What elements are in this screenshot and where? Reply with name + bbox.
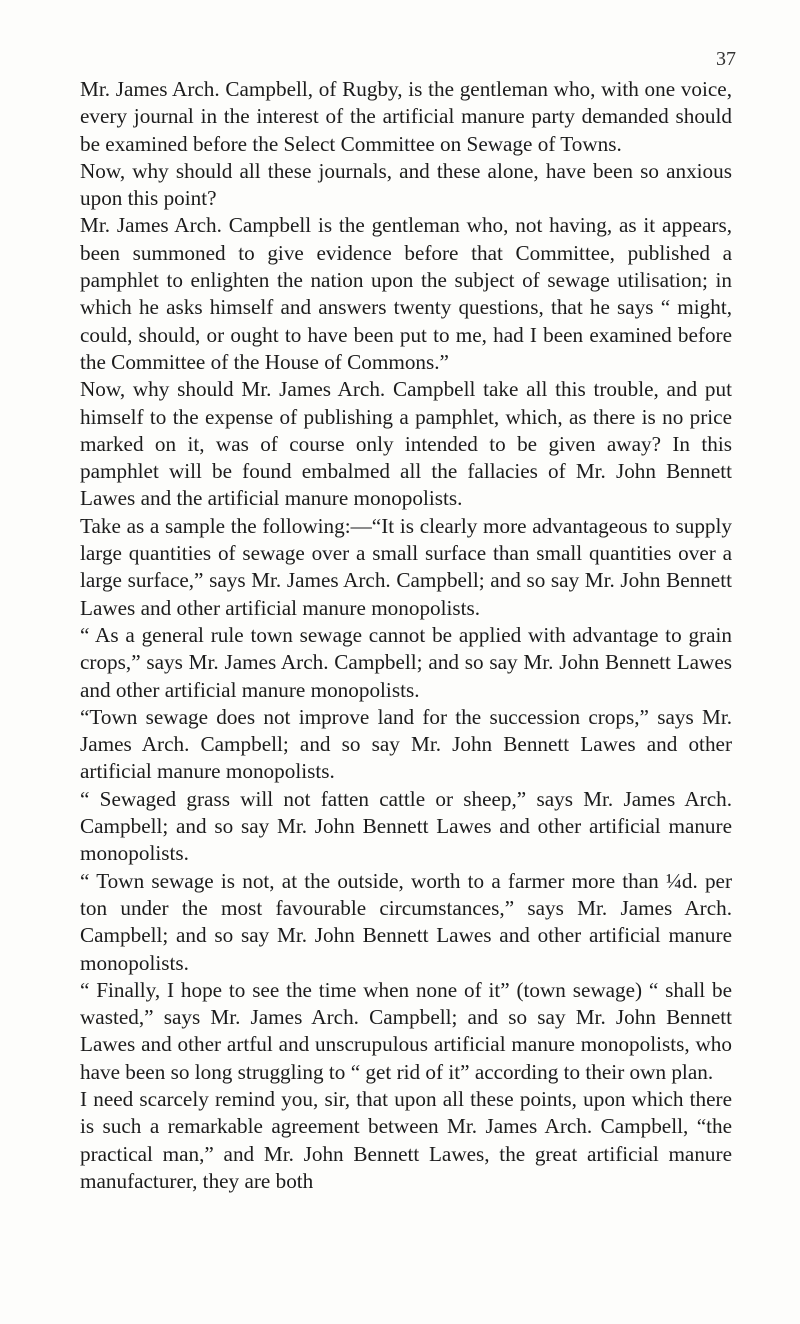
body-text	[80, 76, 732, 1195]
paragraph-6: “ As a general rule town sewage cannot be applied with advantage to grain crops,” says Mr. James Arch. Campbell; and so say Mr. John Bennett Lawes and other artificial manure monopolists.	[80, 622, 732, 702]
paragraph-9: “ Town sewage is not, at the outside, worth to a farmer more than ¼d. per ton under the most favourable circumstances,” says Mr. James Arch. Campbell; and so say Mr. John Bennett Lawes and other artificial manure monopolists.	[80, 868, 732, 975]
paragraph-11: I need scarcely remind you, sir, that upon all these points, upon which there is such a remarkable agreement between Mr. James Arch. Campbell, “the practical man,” and Mr. John Bennett Lawes, the great artificial manure manufacturer, they are both	[80, 1086, 732, 1193]
paragraph-3: Mr. James Arch. Campbell is the gentleman who, not having, as it appears, been summoned to give evidence before that Committee, published a pamphlet to enlighten the nation upon the subject of sewage utilisation; in which he asks himself and answers twenty questions, that he says “ might, could, should, or ought to have been put to me, had I been examined before the Committee of the House of Commons.”	[80, 213, 732, 374]
paragraph-5: Take as a sample the following:—“It is clearly more advantageous to supply large quantities of sewage over a small surface than small quantities over a large surface,” says Mr. James Arch. Campbell; and so say Mr. John Bennett Lawes and other artificial manure monopolists.	[80, 513, 732, 620]
paragraph-4: Now, why should Mr. James Arch. Campbell take all this trouble, and put himself to the expense of publishing a pamphlet, which, as there is no price marked on it, was of course only intended to be given away? In this pamphlet will be found embalmed all the fallacies of Mr. John Bennett Lawes and the artificial manure monopolists.	[80, 377, 732, 511]
paragraph-2: Now, why should all these journals, and these alone, have been so anxious upon this point?	[80, 158, 732, 211]
paragraph-1: Mr. James Arch. Campbell, of Rugby, is the gentleman who, with one voice, every journal in the interest of the artificial manure party demanded should be examined before the Select Committee on Sewage of Towns.	[80, 77, 732, 156]
page-number: 37	[716, 48, 736, 70]
paragraph-8: “ Sewaged grass will not fatten cattle or sheep,” says Mr. James Arch. Campbell; and so say Mr. John Bennett Lawes and other artificial manure monopolists.	[80, 786, 732, 866]
paragraph-7: “Town sewage does not improve land for the succession crops,” says Mr. James Arch. Campbell; and so say Mr. John Bennett Lawes and other artificial manure monopolists.	[80, 704, 732, 784]
paragraph-10: “ Finally, I hope to see the time when none of it” (town sewage) “ shall be wasted,” says Mr. James Arch. Campbell; and so say Mr. John Bennett Lawes and other artful and unscrupulous artificial manure monopolists, who have been so long struggling to “ get rid of it” according to their own plan.	[80, 977, 732, 1084]
